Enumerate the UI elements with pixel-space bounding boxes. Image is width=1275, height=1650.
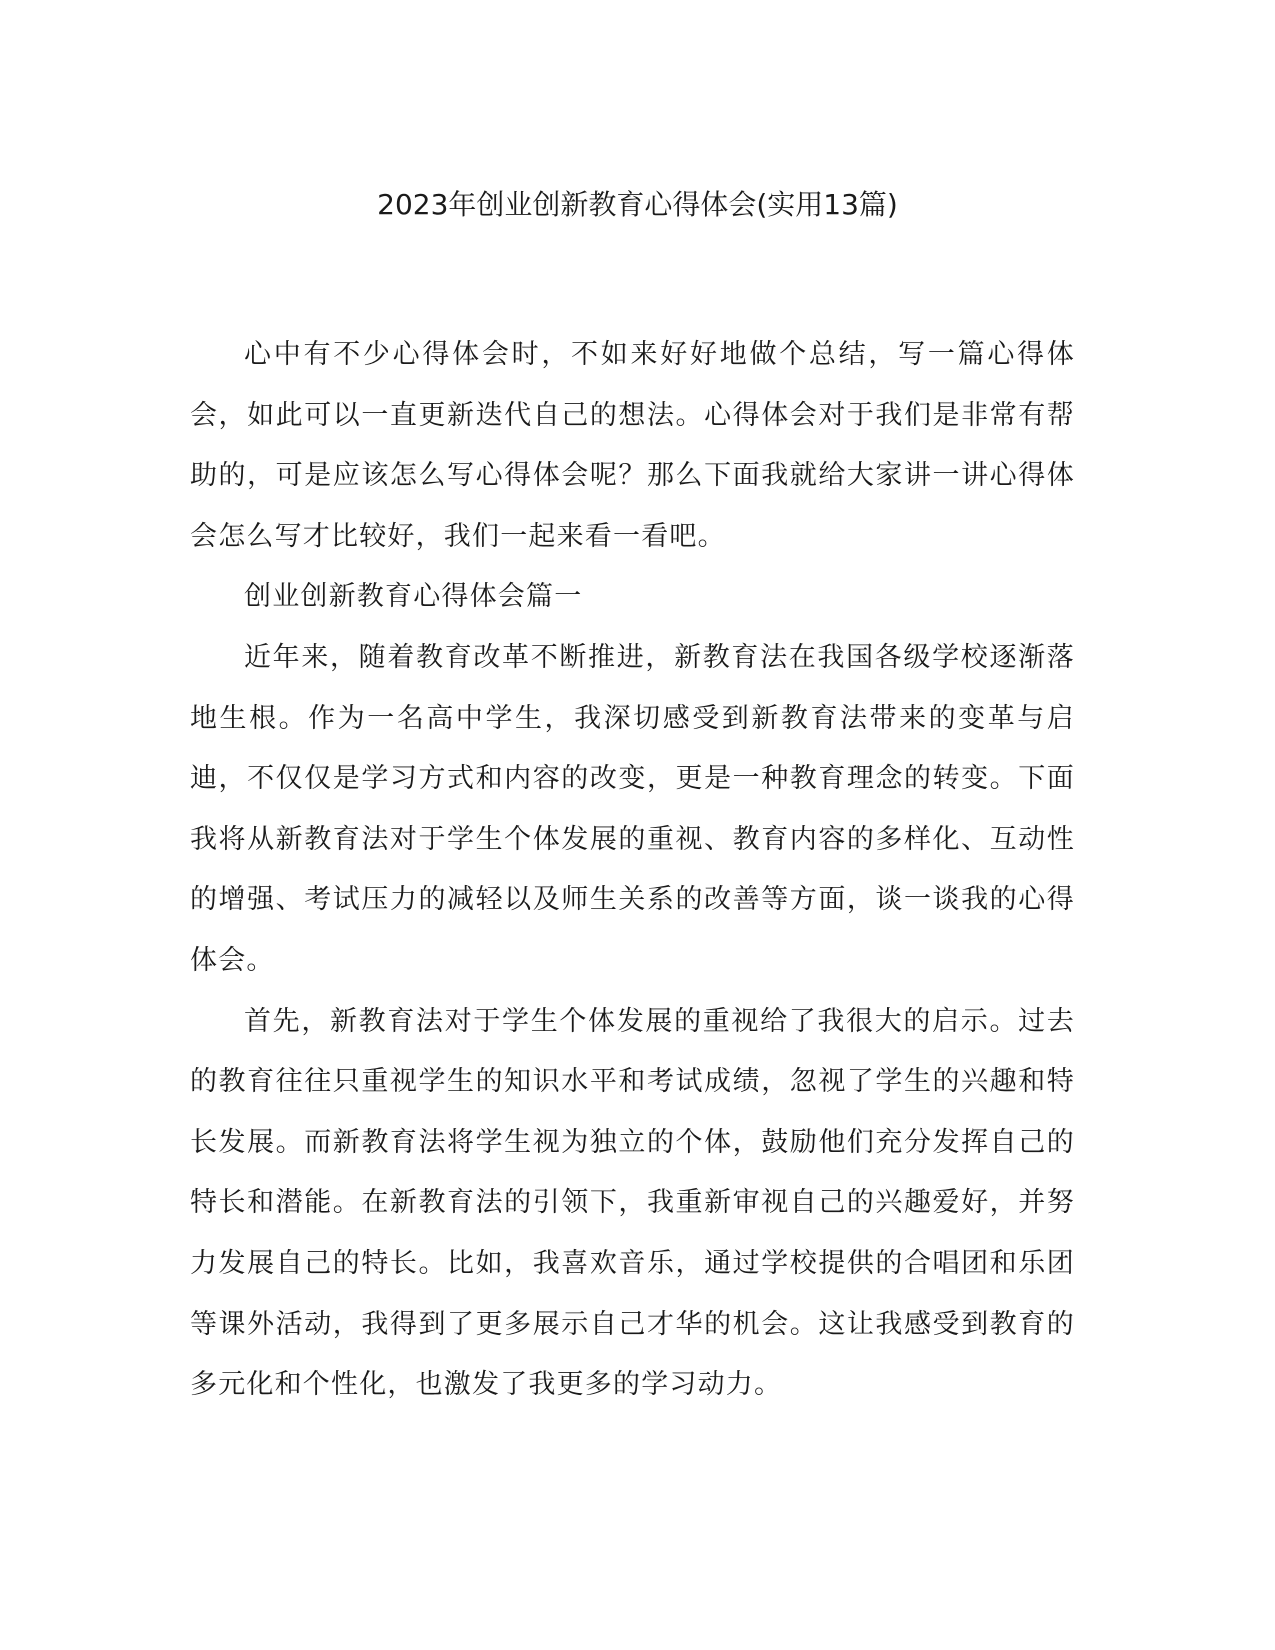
body-paragraph: 首先，新教育法对于学生个体发展的重视给了我很大的启示。过去的教育往往只重视学生的知识水平和考试成绩，忽视了学生的兴趣和特长发展。而新教育法将学生视为独立的个体，鼓励他们充分发挥自己的特长和潜能。在新教育法的引领下，我重新审视自己的兴趣爱好，并努力发展自己的特长。比如，我喜欢音乐，通过学校提供的合唱团和乐团等课外活动，我得到了更多展示自己才华的机会。这让我感受到教育的多元化和个性化，也激发了我更多的学习动力。 bbox=[190, 1005, 1075, 1401]
intro-paragraph: 心中有不少心得体会时，不如来好好地做个总结，写一篇心得体会，如此可以一直更新迭代自己的想法。心得体会对于我们是非常有帮助的，可是应该怎么写心得体会呢？那么下面我就给大家讲一讲心得体会怎么写才比较好，我们一起来看一看吧。 bbox=[190, 339, 1075, 552]
document-title: 2023年创业创新教育心得体会(实用13篇) bbox=[377, 188, 898, 221]
section-heading: 创业创新教育心得体会篇一 bbox=[244, 581, 583, 613]
body-paragraph: 近年来，随着教育改革不断推进，新教育法在我国各级学校逐渐落地生根。作为一名高中学生，我深切感受到新教育法带来的变革与启迪，不仅仅是学习方式和内容的改变，更是一种教育理念的转变。下面我将从新教育法对于学生个体发展的重视、教育内容的多样化、互动性的增强、考试压力的减轻以及师生关系的改善等方面，谈一谈我的心得体会。 bbox=[190, 641, 1075, 976]
document-body bbox=[190, 325, 1075, 1416]
